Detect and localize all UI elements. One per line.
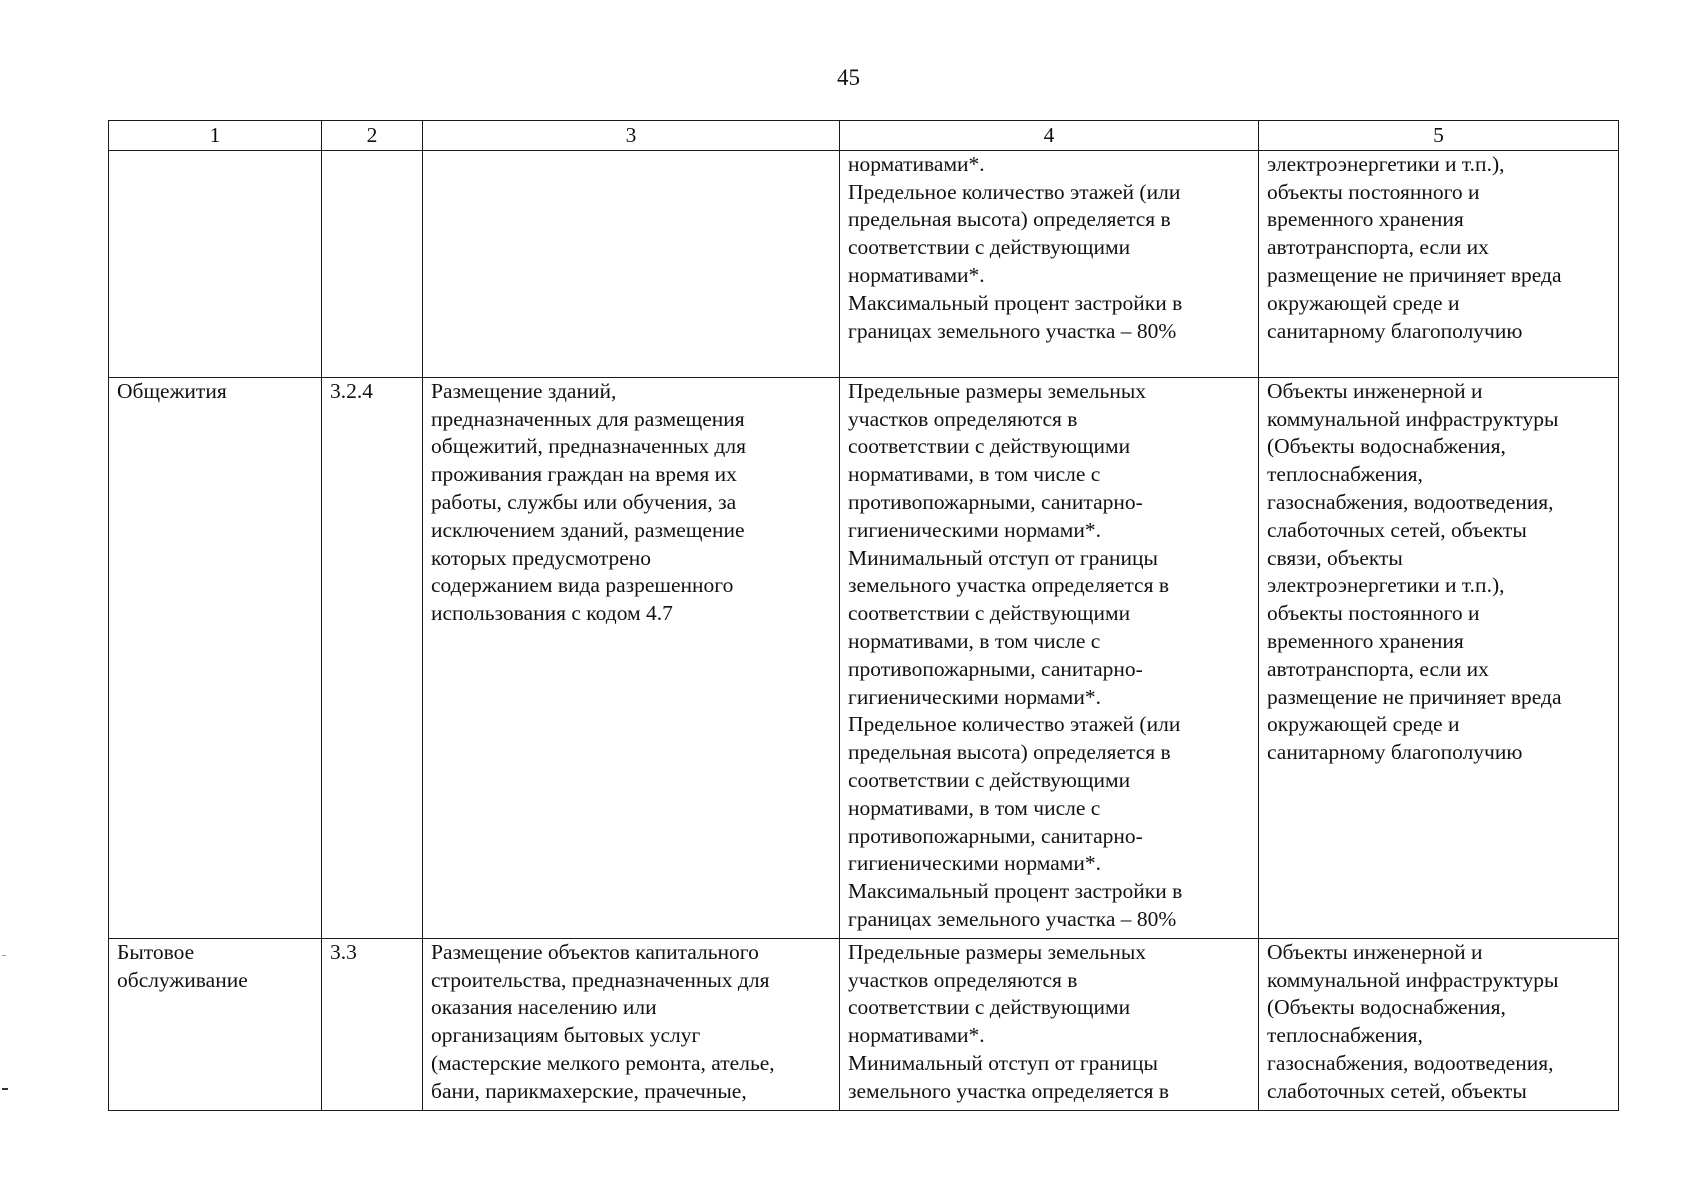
header-col-1: 1 <box>109 121 322 151</box>
header-col-3: 3 <box>423 121 840 151</box>
land-use-table <box>108 120 1619 1111</box>
header-col-4: 4 <box>840 121 1259 151</box>
scan-speck <box>2 955 6 956</box>
cell-use-description: Размещение объектов капитального строительства, предназначенных для оказания населению или организациям бытовых услуг (мастерские мелкого ремонта, ателье, бани, парикмахерские, прачечные, <box>423 938 840 1110</box>
table-row-dormitories <box>109 377 1619 938</box>
table-row-household-services <box>109 938 1619 1110</box>
page-number: 45 <box>837 65 860 90</box>
cell-use-code: 3.2.4 <box>322 377 423 938</box>
cell-use-code: 3.3 <box>322 938 423 1110</box>
cell-use-name <box>109 150 322 377</box>
cell-auxiliary-uses: Объекты инженерной и коммунальной инфраструктуры (Объекты водоснабжения, теплоснабжения, газоснабжения, водоотведения, слаботочных сетей, объекты связи, объекты электроэнергетики и т.п.), объекты постоянного и временного хранения автотранспорта, если их размещение не причиняет вреда окружающей среде и санитарному благополучию <box>1259 377 1619 938</box>
cell-use-name: Бытовое обслуживание <box>109 938 322 1110</box>
cell-parameters: Предельные размеры земельных участков определяются в соответствии с действующими нормативами*. Минимальный отступ от границы земельного участка определяется в <box>840 938 1259 1110</box>
cell-use-description <box>423 150 840 377</box>
header-col-5: 5 <box>1259 121 1619 151</box>
cell-use-description: Размещение зданий, предназначенных для размещения общежитий, предназначенных для проживания граждан на время их работы, службы или обучения, за исключением зданий, размещение которых предусмотрено содержанием вида разрешенного использования с кодом 4.7 <box>423 377 840 938</box>
cell-auxiliary-uses: электроэнергетики и т.п.), объекты постоянного и временного хранения автотранспорта, если их размещение не причиняет вреда окружающей среде и санитарному благополучию <box>1259 150 1619 377</box>
table-header-row <box>109 121 1619 151</box>
cell-parameters: Предельные размеры земельных участков определяются в соответствии с действующими нормативами, в том числе с противопожарными, санитарно- гигиеническими нормами*. Минимальный отступ от границы земельного участка определяется в соответствии с действующими нормативами, в том числе с противопожарными, санитарно- гигиеническими нормами*. Предельное количество этажей (или предельная высота) определяется в соответствии с действующими нормативами, в том числе с противопожарными, санитарно- гигиеническими нормами*. Максимальный процент застройки в границах земельного участка – 80% <box>840 377 1259 938</box>
cell-use-code <box>322 150 423 377</box>
cell-use-name: Общежития <box>109 377 322 938</box>
cell-auxiliary-uses: Объекты инженерной и коммунальной инфраструктуры (Объекты водоснабжения, теплоснабжения, газоснабжения, водоотведения, слаботочных сетей, объекты <box>1259 938 1619 1110</box>
header-col-2: 2 <box>322 121 423 151</box>
cell-parameters: нормативами*. Предельное количество этажей (или предельная высота) определяется в соответствии с действующими нормативами*. Максимальный процент застройки в границах земельного участка – 80% <box>840 150 1259 377</box>
scan-speck <box>2 1088 8 1090</box>
table-row-continued <box>109 150 1619 377</box>
